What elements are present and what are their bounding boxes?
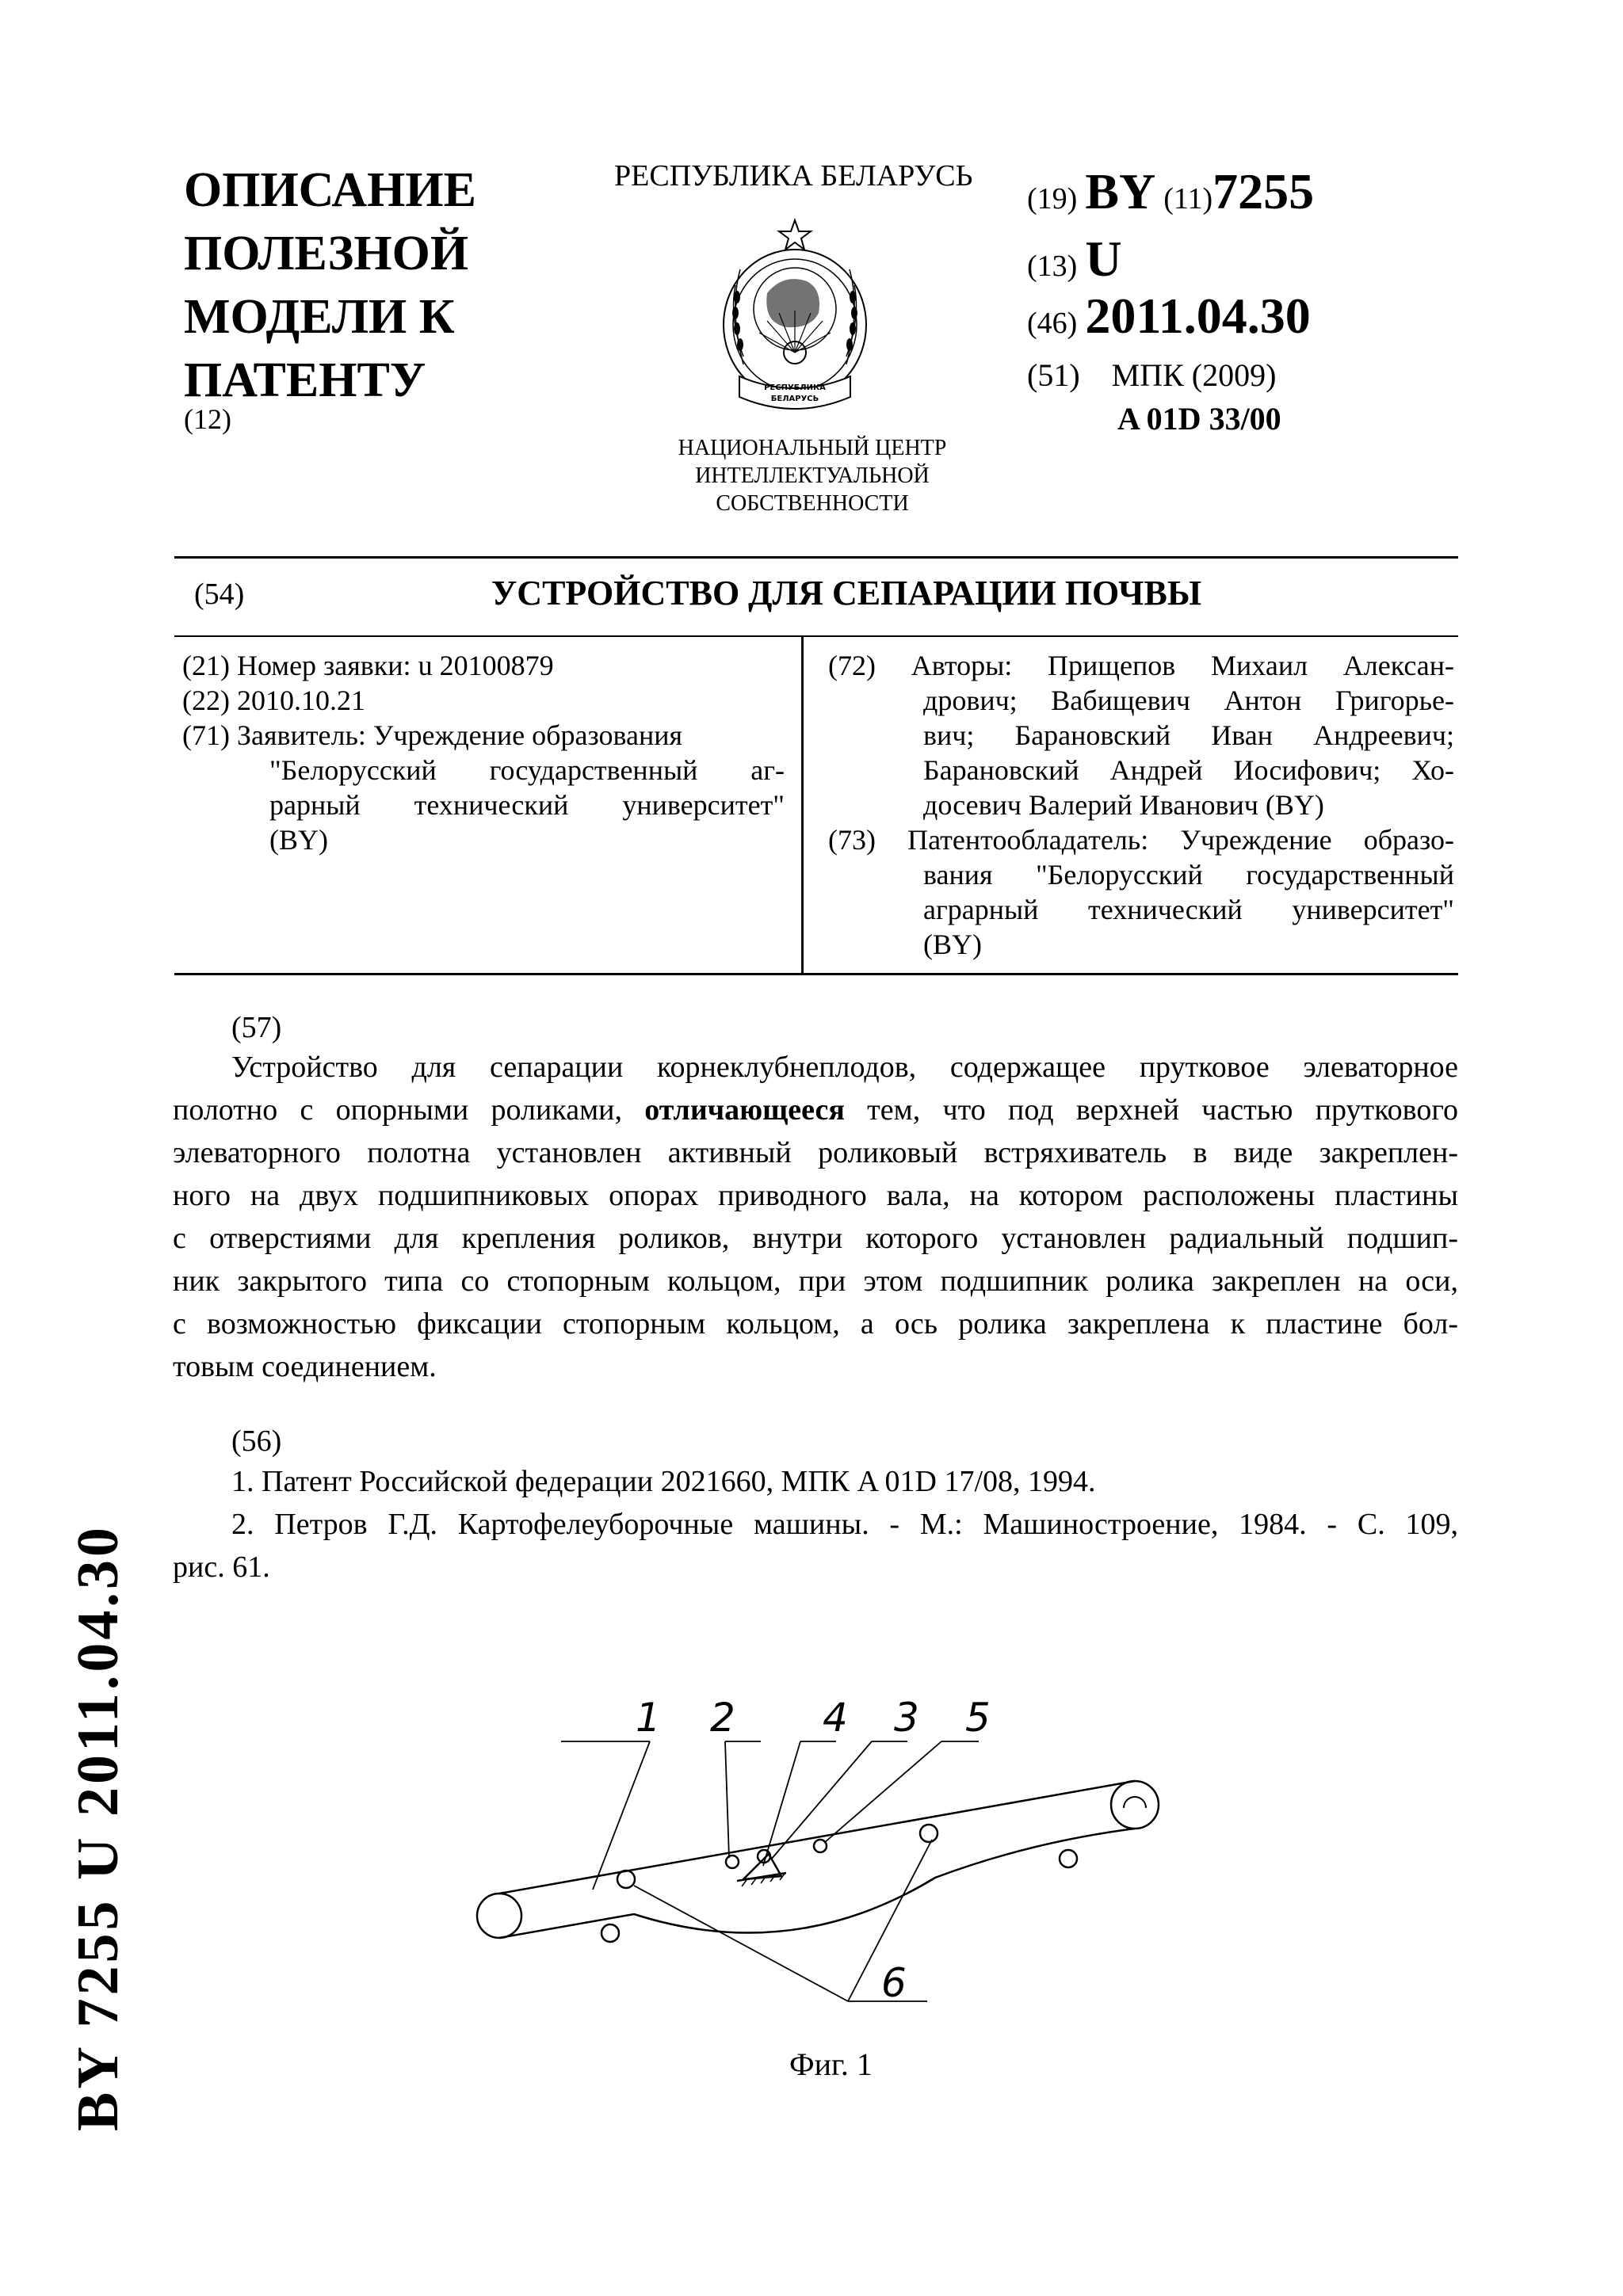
abstract-line-6: ник закрытого типа со стопорным кольцом, при этом подшипник ролика закреплен на оси, [173, 1264, 1458, 1298]
belt-upper [499, 1781, 1135, 1894]
emblem-text-line-1: РЕСПУБЛИКА [764, 383, 826, 392]
authors-cont-2: вич; Барановский Иван Андреевич; [923, 719, 1454, 751]
office-line-2: ИНТЕЛЛЕКТУАЛЬНОЙ [695, 463, 930, 488]
abstract [173, 1046, 1458, 1388]
authors-block [828, 648, 1454, 962]
application-number: (21) Номер заявки: u 20100879 [182, 650, 554, 681]
abstract-line-5: с отверстиями для крепления роликов, внутри которого установлен радиальный подшип- [173, 1222, 1458, 1255]
references [173, 1460, 1458, 1589]
emblem-text-line-2: БЕЛАРУСЬ [770, 395, 819, 403]
divider-vertical [801, 635, 804, 973]
applicant-cont-1: "Белорусский государственный аг- [269, 754, 785, 786]
references-code: (56) [231, 1425, 282, 1458]
authors-cont-3: Барановский Андрей Иосифович; Хо- [923, 754, 1454, 786]
label-1: 1 [636, 1695, 661, 1741]
code-19: (19) [1027, 182, 1078, 215]
code-46: (46) [1027, 307, 1078, 340]
support-roller [617, 1871, 635, 1888]
code-13: (13) [1027, 250, 1078, 283]
owner-cont-3: (BY) [923, 929, 982, 960]
ipc-version: МПК (2009) [1111, 357, 1277, 393]
authors-line: (72) Авторы: Прищепов Михаил Алексан- [828, 650, 1454, 681]
country-name: РЕСПУБЛИКА БЕЛАРУСЬ [614, 159, 973, 193]
ipc-class: A 01D 33/00 [1117, 401, 1281, 437]
divider-bottom [174, 973, 1458, 975]
document-type [184, 158, 476, 412]
owner-cont-1: вания "Белорусский государственный [923, 859, 1454, 891]
left-drum [477, 1894, 521, 1938]
owner-line: (73) Патентообладатель: Учреждение образо- [828, 824, 1454, 856]
reference-2-line-1: 2. Петров Г.Д. Картофелеуборочные машины. - М.: Машиностроение, 1984. - С. 109, [231, 1508, 1458, 1541]
abstract-line-2 [173, 1089, 1458, 1131]
patent-number: 7255 [1212, 163, 1315, 219]
label-2: 2 [710, 1695, 735, 1741]
right-drum [1111, 1781, 1159, 1829]
abstract-line-3: элеваторного полотна установлен активный роликовый встряхиватель в виде закреплен- [173, 1136, 1458, 1169]
document-title: УСТРОЙСТВО ДЛЯ СЕПАРАЦИИ ПОЧВЫ [491, 574, 1202, 612]
abstract-code: (57) [231, 1011, 282, 1044]
abstract-line-1: Устройство для сепарации корнеклубнеплодов, содержащее прутковое элеваторное [231, 1051, 1458, 1084]
pub-date-value: 2011.04.30 [1085, 288, 1311, 344]
figure-drawing [460, 1664, 1490, 2020]
support-roller [601, 1924, 619, 1942]
patent-office [634, 434, 991, 517]
kind-value: U [1085, 231, 1122, 287]
ipc-classification [1027, 357, 1276, 394]
authors-cont-1: дрович; Вабищевич Антон Григорье- [923, 685, 1454, 716]
doc-type-line-4: ПАТЕНТУ [184, 353, 426, 407]
support-roller [920, 1825, 938, 1842]
shaker-roller [726, 1855, 739, 1868]
abstract-line-7: с возможностью фиксации стопорным кольцом, а ось ролика закреплена к пластине бол- [173, 1307, 1458, 1341]
authors-cont-4: досевич Валерий Иванович (BY) [923, 789, 1324, 821]
owner-cont-2: аграрный технический университет" [923, 894, 1454, 925]
doc-type-code: (12) [184, 403, 231, 435]
publication-number [1027, 162, 1314, 221]
divider-top [174, 556, 1458, 559]
abstract-line-2-post: тем, что под верхней частью пруткового [844, 1093, 1459, 1127]
reference-2-line-2: рис. 61. [173, 1550, 270, 1584]
divider-middle [174, 635, 1458, 637]
doc-type-line-3: МОДЕЛИ К [184, 290, 455, 344]
applicant-cont-2: рарный технический университет" [269, 789, 785, 821]
state-emblem-icon [712, 214, 878, 428]
applicant-cont-3: (BY) [269, 824, 328, 856]
abstract-line-4: ного на двух подшипниковых опорах приводного вала, на котором расположены пластины [173, 1179, 1458, 1212]
publication-date [1027, 287, 1311, 345]
abstract-characterizing-term: отличающееся [644, 1093, 845, 1127]
doc-type-line-2: ПОЛЕЗНОЙ [184, 227, 469, 280]
country-code: BY [1085, 163, 1156, 219]
office-line-3: СОБСТВЕННОСТИ [716, 491, 909, 516]
side-identifier: BY 7255 U 2011.04.30 [66, 1524, 131, 2131]
kind-code [1027, 230, 1122, 288]
doc-type-line-1: ОПИСАНИЕ [184, 163, 476, 217]
support-roller [1060, 1850, 1077, 1867]
filing-date: (22) 2010.10.21 [182, 685, 365, 716]
abstract-line-8: товым соединением. [173, 1350, 437, 1383]
office-line-1: НАЦИОНАЛЬНЫЙ ЦЕНТР [678, 436, 947, 460]
applicant-block [182, 648, 785, 857]
label-3: 3 [894, 1695, 919, 1741]
figure-caption: Фиг. 1 [789, 2046, 873, 2082]
label-6: 6 [881, 1960, 907, 2006]
label-4: 4 [823, 1695, 848, 1741]
code-11: (11) [1163, 182, 1213, 215]
code-51: (51) [1027, 357, 1080, 393]
label-5: 5 [965, 1695, 991, 1741]
abstract-line-2-pre: полотно с опорными роликами, [173, 1093, 645, 1127]
applicant-line: (71) Заявитель: Учреждение образования [182, 719, 683, 751]
reference-1: 1. Патент Российской федерации 2021660, МПК A 01D 17/08, 1994. [231, 1465, 1096, 1498]
title-code: (54) [194, 578, 245, 611]
